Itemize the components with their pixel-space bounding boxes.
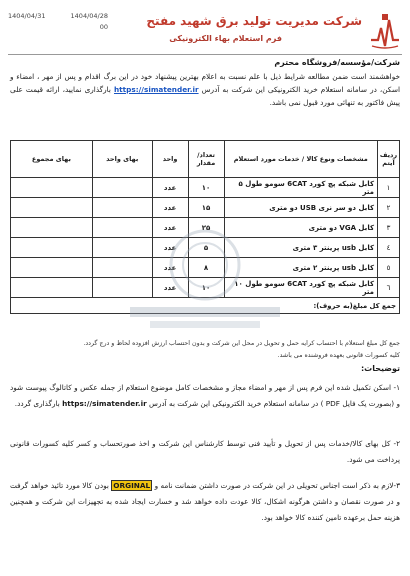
cell-unit-price-input[interactable] [92, 278, 152, 298]
table-row [11, 258, 400, 278]
table-row [11, 178, 400, 198]
document-meta [8, 12, 108, 34]
explanation-1-link[interactable]: https://simatender.ir [62, 399, 147, 408]
cell-unit: عدد [152, 178, 188, 198]
intro-paragraph [10, 70, 400, 109]
explanations-title: توضیحات: [360, 364, 400, 373]
cell-qty: ۲۵ [188, 218, 224, 238]
cell-qty: ۵ [188, 238, 224, 258]
date-field-1: 1404/04/31 [8, 12, 46, 20]
cell-total-input[interactable] [11, 198, 93, 218]
intro-text-after: بارگذاری نمایید، ارائه قیمت علی پیش فاکتور به تنهائی مورد قبول نمی باشد. [10, 85, 400, 107]
company-logo-icon [368, 10, 402, 50]
cell-spec: کابل دو سر نری USB دو متری [224, 198, 378, 218]
date-field-2: 1404/04/28 [70, 12, 108, 20]
cell-row-number: ۳ [378, 218, 400, 238]
cell-unit-price-input[interactable] [92, 258, 152, 278]
form-title: فرم استعلام بهاء الکترونیکی [169, 34, 282, 43]
header-divider [8, 54, 402, 55]
cell-spec: کابل usb پرینتر ۲ متری [224, 258, 378, 278]
cell-row-number: ٦ [378, 278, 400, 298]
cell-row-number: ۲ [378, 198, 400, 218]
header-unit: واحد [152, 141, 188, 178]
cell-unit: عدد [152, 278, 188, 298]
table-row [11, 238, 400, 258]
header-unit-price: بهای واحد [92, 141, 152, 178]
cell-unit: عدد [152, 238, 188, 258]
greeting: شرکت/مؤسسه/فروشگاه محترم [274, 58, 400, 67]
cell-unit-price-input[interactable] [92, 178, 152, 198]
cell-total-input[interactable] [11, 218, 93, 238]
explanation-1-text-after: بارگذاری گردد. [14, 399, 60, 408]
header-qty: تعداد/ مقدار [188, 141, 224, 178]
table-row [11, 278, 400, 298]
cell-spec: کابل شبکه پچ کورد 6CAT سومو طول ۵ متر [224, 178, 378, 198]
cell-total-input[interactable] [11, 178, 93, 198]
explanation-1-text: ۱- اسکن تکمیل شده این فرم پس از مهر و امضاء مجاز و مشخصات کامل موضوع استعلام از جمله عکس و کاتالوگ پیوست شود و (بصورت یک فایل PDF ) در سامانه استعلام خرید الکترونیکی این شرکت به آدرس [10, 383, 400, 408]
cell-total-input[interactable] [11, 238, 93, 258]
sum-row [11, 298, 400, 314]
cell-qty: ۸ [188, 258, 224, 278]
code-field: 00 [99, 23, 108, 31]
sum-in-words-label: جمع کل مبلغ(به حروف): [11, 298, 400, 314]
cell-unit-price-input[interactable] [92, 238, 152, 258]
page-header [8, 10, 402, 52]
cell-qty: ۱۰ [188, 278, 224, 298]
cell-unit-price-input[interactable] [92, 198, 152, 218]
cell-row-number: ٥ [378, 258, 400, 278]
cell-unit-price-input[interactable] [92, 218, 152, 238]
header-row-number: ردیف آیتم [378, 141, 400, 178]
original-highlight: ORGINAL [113, 481, 151, 490]
cell-row-number: ۱ [378, 178, 400, 198]
cell-unit: عدد [152, 258, 188, 278]
header-spec: مشخصات ونوع کالا / خدمات مورد استعلام [224, 141, 378, 178]
cell-row-number: ٤ [378, 238, 400, 258]
note-deductions: کلیه کسورات قانونی بعهده فروشنده می باشد. [277, 352, 400, 359]
intro-text-before: خواهشمند است ضمن مطالعه شرایط ذیل با علم نسبت به اعلام بهترین پیشنهاد خود در این برگ اقدام و پس از مهر ، امضاء و اسکن، در سامانه استعلام خرید الکترونیکی این شرکت به آدرس [10, 72, 400, 94]
items-table [10, 140, 400, 314]
cell-spec: کابل VGA دو متری [224, 218, 378, 238]
header-total: بهای مجموع [11, 141, 93, 178]
cell-qty: ۱۰ [188, 178, 224, 198]
cell-total-input[interactable] [11, 258, 93, 278]
company-name: شرکت مدیریت تولید برق شهید مفتح [146, 14, 362, 28]
explanation-3-text-after: بودن کالا مورد تائید خواهد گرفت و در صورت نقصان و داشتن هرگونه اشکال، کالا عودت داده خواهد شد و خسارت ایجاد شده به تجهیزات این شرکت و همچنین هزینه حمل برعهده تامین کننده کالا خواهد بود. [10, 481, 400, 522]
cell-unit: عدد [152, 198, 188, 218]
cell-total-input[interactable] [11, 278, 93, 298]
explanation-3-text: ۳-لازم به ذکر است اجناس تحویلی در این شرکت در صورت داشتن ضمانت نامه و [154, 481, 400, 490]
cell-spec: کابل usb پرینتر ۳ متری [224, 238, 378, 258]
tender-link[interactable]: https://simatender.ir [113, 85, 199, 94]
explanation-3 [10, 478, 400, 526]
table-row [11, 218, 400, 238]
cell-unit: عدد [152, 218, 188, 238]
table-row [11, 198, 400, 218]
note-total-price: جمع کل مبلغ استعلام با احتساب کرایه حمل و تحویل در محل این شرکت و بدون احتساب ارزش افزوده لحاظ و درج گردد. [83, 340, 400, 347]
cell-spec: کابل شبکه پچ کورد 6CAT سومو طول ۱۰ متر [224, 278, 378, 298]
cell-qty: ۱۵ [188, 198, 224, 218]
explanation-2: ۲- کل بهای کالا/خدمات پس از تحویل و تأیید فنی توسط کارشناس این شرکت و اخذ صورتحساب و کسر کلیه کسورات قانونی پرداخت می شود. [10, 439, 400, 464]
table-header-row [11, 141, 400, 178]
explanation-1 [10, 380, 400, 412]
